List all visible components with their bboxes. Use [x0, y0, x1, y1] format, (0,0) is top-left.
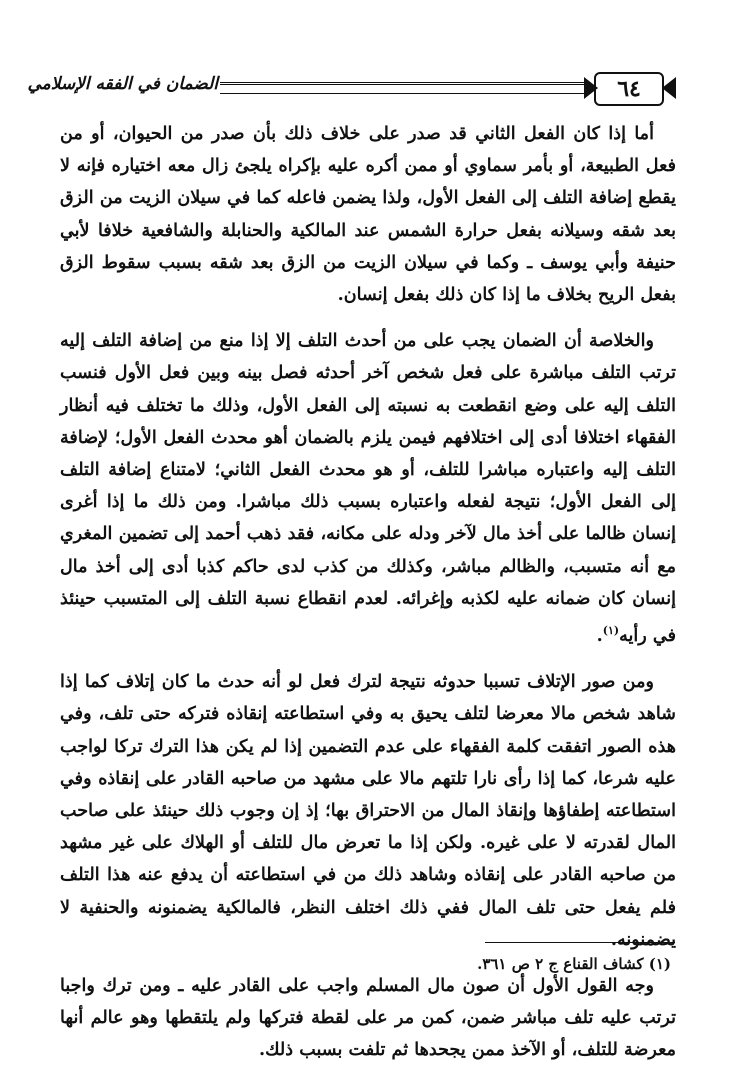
paragraph-3	[60, 666, 676, 956]
paragraph-1	[60, 118, 676, 311]
header-ornament-left	[584, 77, 598, 99]
running-title: الضمان في الفقه الإسلامي	[27, 74, 218, 94]
header-rule	[220, 82, 584, 94]
paragraph-2-text: والخلاصة أن الضمان يجب على من أحدث التلف إلا إذا منع من إضافة التلف إليه ترتب التلف مباشرة على فعل شخص آخر أحدثه فصل بينه وبين فعل الأول فنسب التلف إليه على وضع انقطعت به نسبته إلى الفعل الأول، وذلك ما تختلف فيه أنظار الفقهاء اختلافا أدى إلى اختلافهم فيمن يلزم بالضمان أهو محدث الفعل الأول؛ لإضافة التلف إليه واعتباره مباشرا للتلف، أو هو محدث الفعل الثاني؛ لامتناع إضافة التلف إلى الفعل الأول؛ نتيجة لفعله واعتباره بسبب ذلك مباشرا. ومن ذلك ما إذا أغرى إنسان ظالما على أخذ مال لآخر ودله على مكانه، فقد ذهب أحمد إلى تضمين المغري مع أنه متسبب، والظالم مباشر، وكذلك من كذب لدى حاكم كذبا أدى إلى أخذ مال إنسان كان ضمانه عليه لكذبه وإغرائه. لعدم انقطاع نسبة التلف إلى المتسبب حينئذ في رأيه	[60, 330, 676, 646]
paragraph-2: والخلاصة أن الضمان يجب على من أحدث التلف إلا إذا منع من إضافة التلف إليه ترتب التلف مباشرة على فعل شخص آخر أحدثه فصل بينه وبين فعل الأول فنسب التلف إليه على وضع انقطعت به نسبته إلى الفعل الأول، وذلك ما تختلف فيه أنظار الفقهاء اختلافا أدى إلى اختلافهم فيمن يلزم بالضمان أهو محدث الفعل الأول؛ لإضافة التلف إليه واعتباره مباشرا للتلف، أو هو محدث الفعل الثاني؛ لامتناع إضافة التلف إلى الفعل الأول؛ نتيجة لفعله واعتباره بسبب ذلك مباشرا. ومن ذلك ما إذا أغرى إنسان ظالما على أخذ مال لآخر ودله على مكانه، فقد ذهب أحمد إلى تضمين المغري مع أنه متسبب، والظالم مباشر، وكذلك من كذب لدى حاكم كذبا أدى إلى أخذ مال إنسان كان ضمانه عليه لكذبه وإغرائه. لعدم انقطاع نسبة التلف إلى المتسبب حينئذ في رأيه$^{(١)}$.	[60, 330, 676, 646]
page-header	[27, 72, 676, 108]
footnote-rule	[485, 942, 675, 943]
body-text	[60, 118, 676, 1067]
footnote-1: (١) كشاف القناع ج ٢ ص ٣٦١.	[477, 955, 671, 973]
header-ornament-right	[662, 77, 676, 99]
paragraph-1-text: أما إذا كان الفعل الثاني قد صدر على خلاف ذلك بأن صدر من الحيوان، أو من فعل الطبيعة، أو بأمر سماوي أو ممن أكره عليه بإكراه يلجئ زال معه اختياره فإنه لا يقطع إضافة التلف إلى الفعل الأول، ولذا يضمن فاعله كما في سيلان الزيت من الزق بعد شقه وسيلانه بفعل حرارة الشمس عند المالكية والحنابلة والشافعية خلافا لأبي حنيفة وأبي يوسف ـ وكما في سيلان الزيت من الزق بعد شقه بسبب سقوط الزق بفعل الريح بخلاف ما إذا كان ذلك بفعل إنسان.	[60, 123, 676, 306]
footnote-reference: (١)	[602, 624, 620, 638]
page-number: ٦٤	[594, 72, 664, 106]
paragraph-3-text: ومن صور الإتلاف تسببا حدوثه نتيجة لترك فعل لو أنه حدث ما كان إتلاف كما إذا شاهد شخص مالا معرضا لتلف يحيق به وفي استطاعته إنقاذه فتركه حتى تلف، وفي هذه الصور اتفقت كلمة الفقهاء على عدم التضمين إذا لم يكن هذا الترك تركا لواجب عليه شرعا، كما إذا رأى نارا تلتهم مالا على مشهد من صاحبه القادر على إنقاذه وفي استطاعته إطفاؤها وإنقاذ المال من الاحتراق بها؛ إذ إن وجوب ذلك حينئذ على صاحب المال لقدرته لا على غيره. ولكن إذا ما تعرض مال للتلف أو الهلاك على غير مشهد من صاحبه القادر على إنقاذه وشاهد ذلك من في استطاعته أن يدفع عنه هذا التلف فلم يفعل حتى تلف المال ففي ذلك اختلف النظر، فالمالكية يضمنونه والحنفية لا يضمنونه.	[60, 671, 676, 950]
paragraph-4-text: وجه القول الأول أن صون مال المسلم واجب على القادر عليه ـ ومن ترك واجبا ترتب عليه تلف مباشر ضمن، كمن مر على لقطة فتركها ولم يلتقطها وهو عالم أنها معرضة للتلف، أو الآخذ ممن يجحدها ثم تلفت بسبب ذلك.	[60, 974, 676, 1061]
paragraph-4	[60, 970, 676, 1067]
